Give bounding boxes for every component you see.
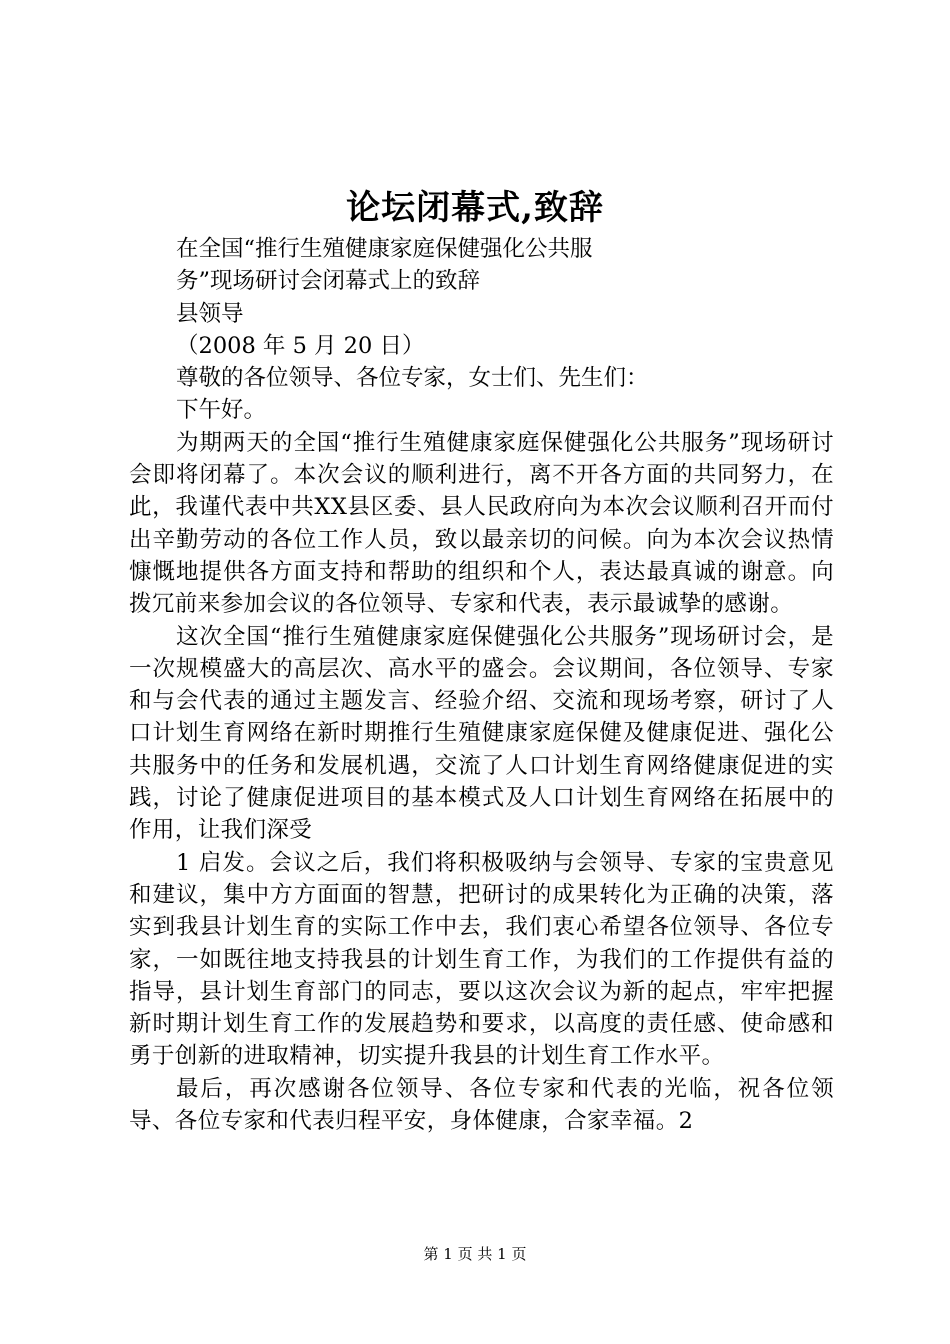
subtitle-line-2: 务”现场研讨会闭幕式上的致辞 [176, 268, 481, 295]
document-title: 论坛闭幕式,致辞 [346, 188, 604, 228]
date-line: （2008 年 5 月 20 日） [176, 332, 425, 359]
paragraph-4: 最后，再次感谢各位领导、各位专家和代表的光临，祝各位领导、各位专家和代表归程平安，身体健康，合家幸福。2 [129, 1075, 834, 1135]
paragraph-2: 这次全国“推行生殖健康家庭保健强化公共服务”现场研讨会，是一次规模盛大的高层次、高水平的盛会。会议期间，各位领导、专家和与会代表的通过主题发言、经验介绍、交流和现场考察，研讨了人口计划生育网络在新时期推行生殖健康家庭保健及健康促进、强化公共服务中的任务和发展机遇，交流了人口计划生育网络健康促进的实践，讨论了健康促进项目的基本模式及人口计划生育网络在拓展中的作用，让我们深受 [129, 623, 834, 844]
speaker-line: 县领导 [176, 300, 244, 327]
subtitle-line-1: 在全国“推行生殖健康家庭保健强化公共服 [176, 236, 593, 262]
page-footer: 第 1 页 共 1 页 [423, 1245, 527, 1263]
salutation-line: 尊敬的各位领导、各位专家，女士们、先生们： [176, 365, 649, 392]
greeting-line: 下午好。 [176, 397, 267, 424]
paragraph-1: 为期两天的全国“推行生殖健康家庭保健强化公共服务”现场研讨会即将闭幕了。本次会议的顺利进行，离不开各方面的共同努力，在此，我谨代表中共XX县区委、县人民政府向为本次会议顺利召开而付出辛勤劳动的各位工作人员，致以最亲切的问候。向为本次会议热情慷慨地提供各方面支持和帮助的组织和个人，表达最真诚的谢意。向拨冗前来参加会议的各位领导、专家和代表，表示最诚挚的感谢。 [129, 429, 834, 618]
document-body [129, 233, 834, 1137]
paragraph-3: 1 启发。会议之后，我们将积极吸纳与会领导、专家的宝贵意见和建议，集中方方面面的智慧，把研讨的成果转化为正确的决策，落实到我县计划生育的实际工作中去，我们衷心希望各位领导、各位专家，一如既往地支持我县的计划生育工作，为我们的工作提供有益的指导，县计划生育部门的同志，要以这次会议为新的起点，牢牢把握新时期计划生育工作的发展趋势和要求，以高度的责任感、使命感和勇于创新的进取精神，切实提升我县的计划生育工作水平。 [129, 849, 834, 1070]
